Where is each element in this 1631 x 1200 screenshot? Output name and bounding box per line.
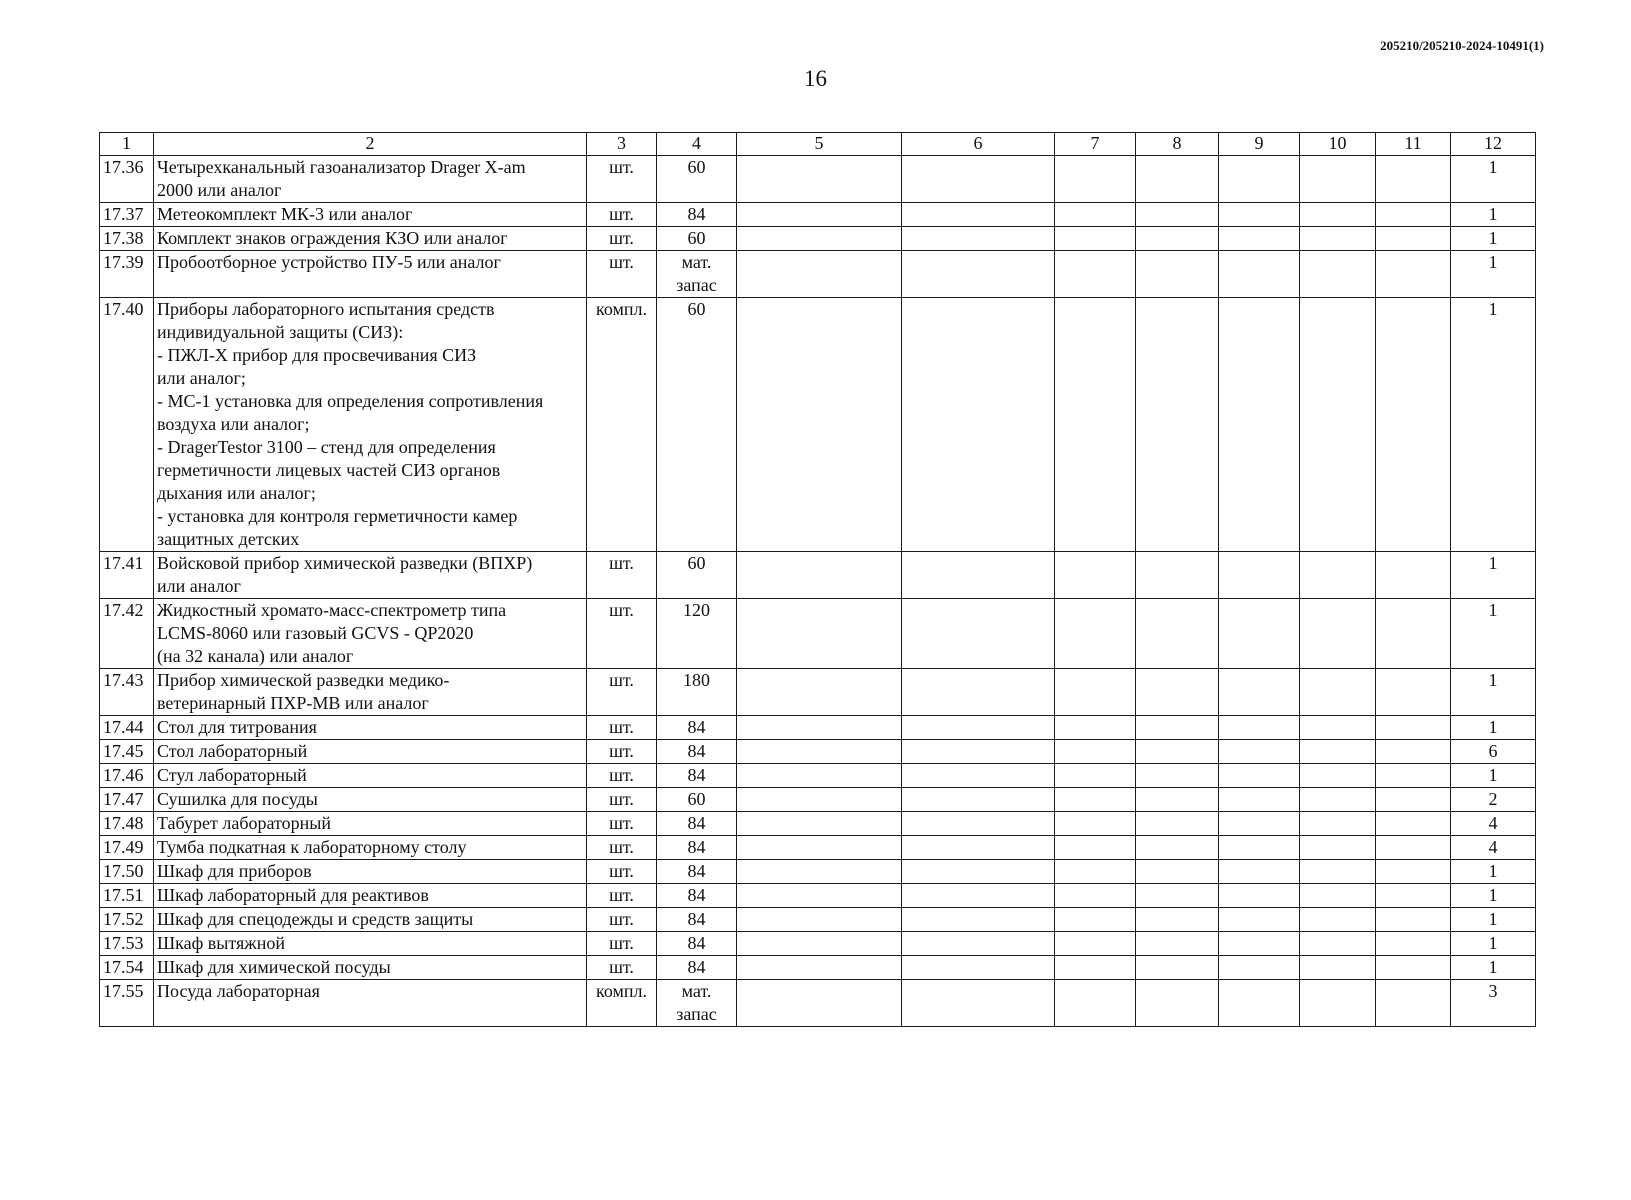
empty-cell <box>1136 788 1219 812</box>
empty-cell <box>902 908 1055 932</box>
empty-cell <box>1219 908 1300 932</box>
empty-cell <box>1136 740 1219 764</box>
item-unit: шт. <box>587 788 657 812</box>
item-unit: шт. <box>587 956 657 980</box>
table-row <box>100 908 1536 932</box>
empty-cell <box>902 156 1055 203</box>
item-quantity: 84 <box>657 764 737 788</box>
empty-cell <box>1055 812 1136 836</box>
empty-cell <box>1376 836 1451 860</box>
item-name: Шкаф лабораторный для реактивов <box>154 884 587 908</box>
empty-cell <box>1055 788 1136 812</box>
empty-cell <box>737 764 902 788</box>
item-name: Тумба подкатная к лабораторному столу <box>154 836 587 860</box>
empty-cell <box>1376 980 1451 1027</box>
item-name: Жидкостный хромато-масс-спектрометр типа LCMS-8060 или газовый GCVS - QP2020 (на 32 канала) или аналог <box>154 599 587 669</box>
item-name: Сушилка для посуды <box>154 788 587 812</box>
empty-cell <box>1219 932 1300 956</box>
empty-cell <box>737 812 902 836</box>
empty-cell <box>1300 812 1376 836</box>
empty-cell <box>1219 298 1300 552</box>
item-unit: шт. <box>587 552 657 599</box>
item-quantity: 60 <box>657 227 737 251</box>
item-quantity: 84 <box>657 860 737 884</box>
empty-cell <box>902 599 1055 669</box>
column-number-header-row <box>100 133 1536 156</box>
item-quantity: мат. запас <box>657 251 737 298</box>
empty-cell <box>1055 251 1136 298</box>
empty-cell <box>1219 836 1300 860</box>
empty-cell <box>1300 764 1376 788</box>
empty-cell <box>1219 860 1300 884</box>
empty-cell <box>1376 956 1451 980</box>
empty-cell <box>1055 860 1136 884</box>
empty-cell <box>902 740 1055 764</box>
empty-cell <box>1055 932 1136 956</box>
empty-cell <box>1136 251 1219 298</box>
column-header: 6 <box>902 133 1055 156</box>
item-name: Шкаф вытяжной <box>154 932 587 956</box>
empty-cell <box>902 884 1055 908</box>
item-name: Шкаф для приборов <box>154 860 587 884</box>
item-count: 1 <box>1451 298 1536 552</box>
empty-cell <box>1300 599 1376 669</box>
item-number: 17.42 <box>100 599 154 669</box>
item-number: 17.50 <box>100 860 154 884</box>
item-quantity: 60 <box>657 156 737 203</box>
empty-cell <box>1300 884 1376 908</box>
empty-cell <box>737 956 902 980</box>
item-count: 1 <box>1451 908 1536 932</box>
item-count: 1 <box>1451 156 1536 203</box>
empty-cell <box>1219 669 1300 716</box>
equipment-table <box>99 132 1536 1027</box>
column-header: 4 <box>657 133 737 156</box>
empty-cell <box>1055 908 1136 932</box>
empty-cell <box>1055 980 1136 1027</box>
empty-cell <box>1136 860 1219 884</box>
empty-cell <box>1219 764 1300 788</box>
item-quantity: 60 <box>657 298 737 552</box>
table-row <box>100 227 1536 251</box>
item-unit: шт. <box>587 884 657 908</box>
column-header: 7 <box>1055 133 1136 156</box>
empty-cell <box>1219 716 1300 740</box>
table-body <box>100 156 1536 1027</box>
item-quantity: 84 <box>657 740 737 764</box>
item-count: 1 <box>1451 552 1536 599</box>
item-unit: шт. <box>587 599 657 669</box>
empty-cell <box>1055 716 1136 740</box>
item-unit: шт. <box>587 716 657 740</box>
empty-cell <box>1300 227 1376 251</box>
column-header: 5 <box>737 133 902 156</box>
item-name: Прибор химической разведки медико- ветеринарный ПХР-МВ или аналог <box>154 669 587 716</box>
empty-cell <box>1219 980 1300 1027</box>
item-name: Посуда лабораторная <box>154 980 587 1027</box>
column-header: 12 <box>1451 133 1536 156</box>
column-header: 3 <box>587 133 657 156</box>
empty-cell <box>1376 764 1451 788</box>
table-row <box>100 552 1536 599</box>
item-count: 1 <box>1451 932 1536 956</box>
empty-cell <box>1300 203 1376 227</box>
empty-cell <box>902 860 1055 884</box>
item-quantity: 84 <box>657 932 737 956</box>
item-number: 17.36 <box>100 156 154 203</box>
empty-cell <box>737 599 902 669</box>
empty-cell <box>902 932 1055 956</box>
table-row <box>100 156 1536 203</box>
empty-cell <box>1376 932 1451 956</box>
item-quantity: 84 <box>657 956 737 980</box>
item-count: 1 <box>1451 203 1536 227</box>
empty-cell <box>737 980 902 1027</box>
empty-cell <box>737 740 902 764</box>
empty-cell <box>1300 552 1376 599</box>
item-unit: шт. <box>587 669 657 716</box>
empty-cell <box>1376 203 1451 227</box>
empty-cell <box>1136 203 1219 227</box>
empty-cell <box>737 669 902 716</box>
empty-cell <box>1136 884 1219 908</box>
item-number: 17.44 <box>100 716 154 740</box>
empty-cell <box>902 552 1055 599</box>
empty-cell <box>1300 980 1376 1027</box>
empty-cell <box>1219 552 1300 599</box>
empty-cell <box>1300 156 1376 203</box>
item-number: 17.49 <box>100 836 154 860</box>
empty-cell <box>1055 669 1136 716</box>
item-number: 17.52 <box>100 908 154 932</box>
empty-cell <box>1300 908 1376 932</box>
item-count: 4 <box>1451 836 1536 860</box>
item-quantity: 84 <box>657 908 737 932</box>
item-number: 17.53 <box>100 932 154 956</box>
empty-cell <box>1219 956 1300 980</box>
empty-cell <box>737 908 902 932</box>
item-quantity: мат. запас <box>657 980 737 1027</box>
empty-cell <box>1055 599 1136 669</box>
item-number: 17.46 <box>100 764 154 788</box>
column-header: 9 <box>1219 133 1300 156</box>
empty-cell <box>1219 599 1300 669</box>
empty-cell <box>902 836 1055 860</box>
item-quantity: 60 <box>657 788 737 812</box>
empty-cell <box>902 716 1055 740</box>
item-name: Стол лабораторный <box>154 740 587 764</box>
empty-cell <box>1376 156 1451 203</box>
empty-cell <box>1300 740 1376 764</box>
item-count: 6 <box>1451 740 1536 764</box>
empty-cell <box>902 298 1055 552</box>
table-row <box>100 251 1536 298</box>
item-number: 17.38 <box>100 227 154 251</box>
empty-cell <box>737 156 902 203</box>
empty-cell <box>737 251 902 298</box>
item-quantity: 120 <box>657 599 737 669</box>
empty-cell <box>1376 599 1451 669</box>
table-row <box>100 812 1536 836</box>
empty-cell <box>1376 908 1451 932</box>
empty-cell <box>737 836 902 860</box>
table-row <box>100 980 1536 1027</box>
item-number: 17.54 <box>100 956 154 980</box>
item-name: Комплект знаков ограждения КЗО или аналог <box>154 227 587 251</box>
empty-cell <box>902 956 1055 980</box>
table-row <box>100 932 1536 956</box>
item-unit: шт. <box>587 227 657 251</box>
empty-cell <box>1136 227 1219 251</box>
item-quantity: 84 <box>657 812 737 836</box>
empty-cell <box>1136 980 1219 1027</box>
table-row <box>100 298 1536 552</box>
item-count: 1 <box>1451 251 1536 298</box>
empty-cell <box>1376 788 1451 812</box>
empty-cell <box>1300 956 1376 980</box>
table-row <box>100 836 1536 860</box>
empty-cell <box>1136 836 1219 860</box>
item-unit: шт. <box>587 156 657 203</box>
empty-cell <box>1136 156 1219 203</box>
empty-cell <box>902 203 1055 227</box>
item-number: 17.55 <box>100 980 154 1027</box>
item-number: 17.51 <box>100 884 154 908</box>
empty-cell <box>1219 788 1300 812</box>
table-row <box>100 884 1536 908</box>
page-number: 16 <box>804 66 827 91</box>
column-header: 2 <box>154 133 587 156</box>
empty-cell <box>1300 298 1376 552</box>
column-header: 1 <box>100 133 154 156</box>
empty-cell <box>1300 716 1376 740</box>
item-name: Приборы лабораторного испытания средств индивидуальной защиты (СИЗ): - ПЖЛ-Х прибор для просвечивания СИЗ или аналог; - МС-1 установка для определения сопротивления воздуха или аналог; - DragerTestor 3100 – стенд для определения герметичности лицевых частей СИЗ органов дыхания или аналог; - установка для контроля герметичности камер защитных детских <box>154 298 587 552</box>
empty-cell <box>1136 669 1219 716</box>
item-number: 17.48 <box>100 812 154 836</box>
item-name: Четырехканальный газоанализатор Drager X-am 2000 или аналог <box>154 156 587 203</box>
item-unit: шт. <box>587 932 657 956</box>
item-count: 1 <box>1451 716 1536 740</box>
empty-cell <box>737 884 902 908</box>
empty-cell <box>902 669 1055 716</box>
empty-cell <box>737 788 902 812</box>
empty-cell <box>737 203 902 227</box>
empty-cell <box>902 251 1055 298</box>
empty-cell <box>1300 932 1376 956</box>
item-quantity: 84 <box>657 716 737 740</box>
item-number: 17.43 <box>100 669 154 716</box>
empty-cell <box>1300 669 1376 716</box>
empty-cell <box>1300 788 1376 812</box>
item-quantity: 84 <box>657 836 737 860</box>
empty-cell <box>1219 203 1300 227</box>
empty-cell <box>902 812 1055 836</box>
empty-cell <box>1055 298 1136 552</box>
empty-cell <box>1376 740 1451 764</box>
table-row <box>100 956 1536 980</box>
item-quantity: 84 <box>657 203 737 227</box>
item-count: 1 <box>1451 599 1536 669</box>
empty-cell <box>902 980 1055 1027</box>
item-count: 3 <box>1451 980 1536 1027</box>
item-unit: шт. <box>587 740 657 764</box>
empty-cell <box>737 227 902 251</box>
table-row <box>100 860 1536 884</box>
empty-cell <box>1055 552 1136 599</box>
empty-cell <box>1300 836 1376 860</box>
item-unit: шт. <box>587 908 657 932</box>
empty-cell <box>1055 836 1136 860</box>
empty-cell <box>1219 812 1300 836</box>
empty-cell <box>1219 156 1300 203</box>
empty-cell <box>1136 956 1219 980</box>
table-row <box>100 716 1536 740</box>
empty-cell <box>1055 740 1136 764</box>
item-unit: шт. <box>587 764 657 788</box>
item-count: 1 <box>1451 956 1536 980</box>
item-number: 17.45 <box>100 740 154 764</box>
document-id: 205210/205210-2024-10491(1) <box>1380 38 1544 53</box>
empty-cell <box>1300 860 1376 884</box>
empty-cell <box>1136 908 1219 932</box>
empty-cell <box>1136 552 1219 599</box>
empty-cell <box>1219 884 1300 908</box>
empty-cell <box>1376 669 1451 716</box>
table-row <box>100 740 1536 764</box>
empty-cell <box>737 932 902 956</box>
empty-cell <box>1219 251 1300 298</box>
column-header: 10 <box>1300 133 1376 156</box>
empty-cell <box>902 788 1055 812</box>
empty-cell <box>1136 298 1219 552</box>
item-name: Метеокомплект МК-3 или аналог <box>154 203 587 227</box>
empty-cell <box>1376 860 1451 884</box>
item-quantity: 60 <box>657 552 737 599</box>
empty-cell <box>1136 716 1219 740</box>
empty-cell <box>1376 227 1451 251</box>
item-count: 2 <box>1451 788 1536 812</box>
empty-cell <box>1376 251 1451 298</box>
item-count: 1 <box>1451 860 1536 884</box>
empty-cell <box>737 716 902 740</box>
item-unit: компл. <box>587 980 657 1027</box>
table-row <box>100 599 1536 669</box>
item-name: Шкаф для химической посуды <box>154 956 587 980</box>
item-unit: шт. <box>587 203 657 227</box>
empty-cell <box>1136 932 1219 956</box>
item-number: 17.37 <box>100 203 154 227</box>
empty-cell <box>1376 552 1451 599</box>
empty-cell <box>1055 203 1136 227</box>
empty-cell <box>1376 716 1451 740</box>
item-name: Стол для титрования <box>154 716 587 740</box>
empty-cell <box>1376 812 1451 836</box>
empty-cell <box>737 860 902 884</box>
item-name: Стул лабораторный <box>154 764 587 788</box>
item-name: Табурет лабораторный <box>154 812 587 836</box>
item-number: 17.47 <box>100 788 154 812</box>
empty-cell <box>1219 740 1300 764</box>
item-unit: шт. <box>587 812 657 836</box>
item-quantity: 180 <box>657 669 737 716</box>
item-number: 17.41 <box>100 552 154 599</box>
empty-cell <box>1055 156 1136 203</box>
item-count: 1 <box>1451 764 1536 788</box>
empty-cell <box>1376 298 1451 552</box>
item-number: 17.39 <box>100 251 154 298</box>
empty-cell <box>1136 764 1219 788</box>
item-unit: шт. <box>587 251 657 298</box>
item-quantity: 84 <box>657 884 737 908</box>
empty-cell <box>902 227 1055 251</box>
empty-cell <box>1055 227 1136 251</box>
empty-cell <box>737 552 902 599</box>
item-name: Пробоотборное устройство ПУ-5 или аналог <box>154 251 587 298</box>
empty-cell <box>1136 599 1219 669</box>
column-header: 8 <box>1136 133 1219 156</box>
empty-cell <box>1136 812 1219 836</box>
item-name: Шкаф для спецодежды и средств защиты <box>154 908 587 932</box>
table-row <box>100 788 1536 812</box>
column-header: 11 <box>1376 133 1451 156</box>
item-unit: шт. <box>587 860 657 884</box>
item-unit: компл. <box>587 298 657 552</box>
item-count: 1 <box>1451 884 1536 908</box>
empty-cell <box>1055 884 1136 908</box>
empty-cell <box>1300 251 1376 298</box>
item-count: 4 <box>1451 812 1536 836</box>
empty-cell <box>1055 764 1136 788</box>
item-count: 1 <box>1451 227 1536 251</box>
empty-cell <box>902 764 1055 788</box>
empty-cell <box>737 298 902 552</box>
item-number: 17.40 <box>100 298 154 552</box>
item-count: 1 <box>1451 669 1536 716</box>
table-row <box>100 669 1536 716</box>
empty-cell <box>1376 884 1451 908</box>
table-row <box>100 764 1536 788</box>
empty-cell <box>1219 227 1300 251</box>
table-row <box>100 203 1536 227</box>
item-name: Войсковой прибор химической разведки (ВПХР) или аналог <box>154 552 587 599</box>
item-unit: шт. <box>587 836 657 860</box>
empty-cell <box>1055 956 1136 980</box>
